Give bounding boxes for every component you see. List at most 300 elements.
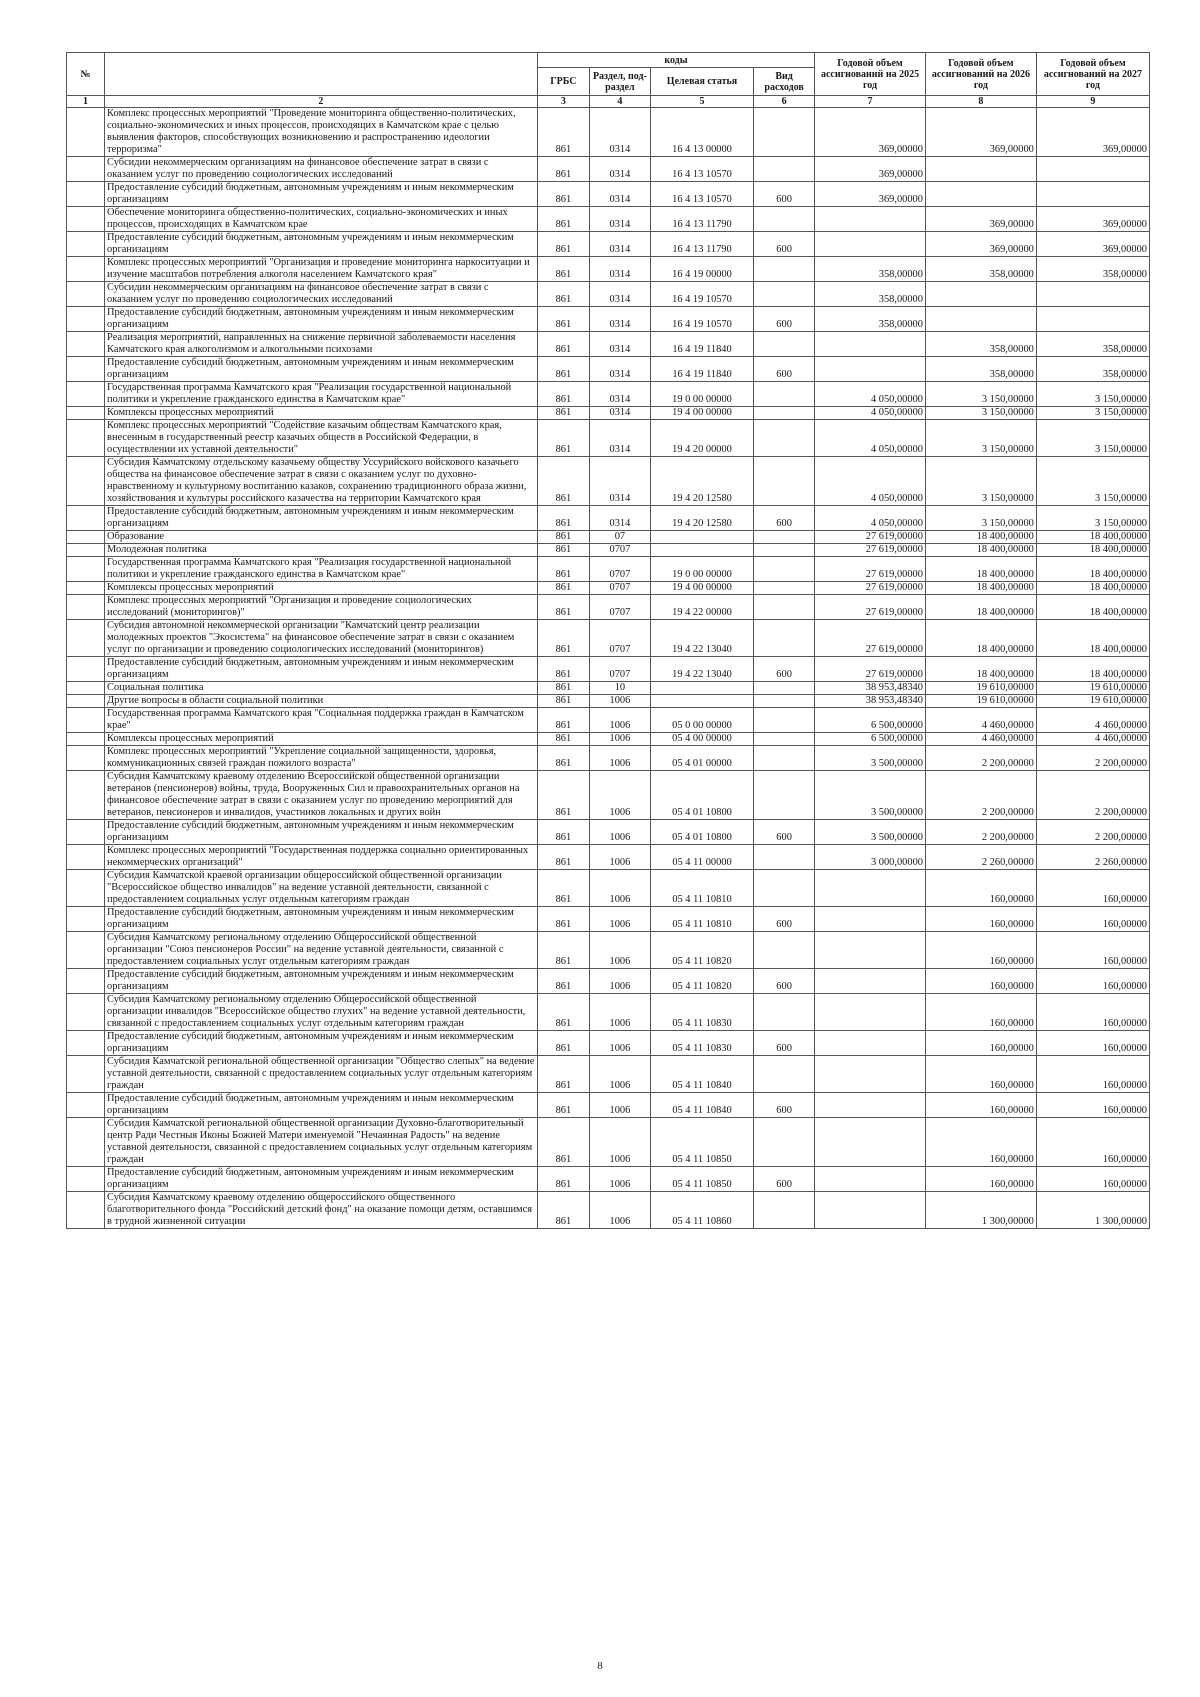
razdel-cell: 0707 (589, 595, 650, 620)
expense-name-cell: Предоставление субсидий бюджетным, автономным учреждениям и иным некоммерческим организациям (105, 506, 538, 531)
target-article-cell: 05 4 11 10820 (650, 969, 753, 994)
amount-2027-cell: 358,00000 (1036, 332, 1149, 357)
grbs-cell: 861 (537, 557, 589, 582)
amount-2026-cell: 18 400,00000 (925, 531, 1036, 544)
expense-name-cell: Субсидия Камчатской региональной общественной организации Духовно-благотворительный центр Ради Честныя Иконы Божией Матери именуемой "Нечаянная Радость" на ведение уставной деятельности, связанной с предоставлением социальных услуг отдельным категориям граждан (105, 1118, 538, 1167)
table-row (67, 1031, 1150, 1056)
table-row (67, 506, 1150, 531)
expense-type-cell: 600 (754, 506, 815, 531)
amount-2026-cell: 4 460,00000 (925, 733, 1036, 746)
amount-2027-cell (1036, 157, 1149, 182)
table-row (67, 232, 1150, 257)
razdel-cell: 10 (589, 682, 650, 695)
grbs-cell: 861 (537, 733, 589, 746)
amount-2025-cell: 3 500,00000 (815, 771, 926, 820)
table-row (67, 994, 1150, 1031)
expense-name-cell: Предоставление субсидий бюджетным, автономным учреждениям и иным некоммерческим организациям (105, 820, 538, 845)
table-row (67, 1056, 1150, 1093)
expense-name-cell: Субсидии некоммерческим организациям на финансовое обеспечение затрат в связи с оказанием услуг по проведению социологических исследований (105, 157, 538, 182)
target-article-cell (650, 544, 753, 557)
expense-name-cell: Обеспечение мониторинга общественно-политических, социально-экономических и иных процессов, происходящих в Камчатском крае (105, 207, 538, 232)
table-row (67, 907, 1150, 932)
target-article-cell: 16 4 13 10570 (650, 182, 753, 207)
expense-name-cell: Предоставление субсидий бюджетным, автономным учреждениям и иным некоммерческим организациям (105, 307, 538, 332)
amount-2027-cell: 18 400,00000 (1036, 595, 1149, 620)
amount-2027-cell: 3 150,00000 (1036, 407, 1149, 420)
amount-2025-cell: 38 953,48340 (815, 695, 926, 708)
amount-2027-cell: 160,00000 (1036, 1118, 1149, 1167)
expense-name-cell: Субсидии некоммерческим организациям на финансовое обеспечение затрат в связи с оказанием услуг по проведению социологических исследований (105, 282, 538, 307)
row-number-cell (67, 771, 105, 820)
amount-2025-cell (815, 870, 926, 907)
amount-2025-cell: 27 619,00000 (815, 582, 926, 595)
header-2027: Годовой объем ассигнований на 2027 год (1036, 53, 1149, 96)
row-number-cell (67, 695, 105, 708)
amount-2027-cell (1036, 182, 1149, 207)
table-row (67, 357, 1150, 382)
grbs-cell: 861 (537, 708, 589, 733)
amount-2026-cell: 160,00000 (925, 1093, 1036, 1118)
target-article-cell: 19 4 22 13040 (650, 657, 753, 682)
expense-type-cell (754, 407, 815, 420)
table-header (67, 53, 1150, 108)
amount-2027-cell: 18 400,00000 (1036, 620, 1149, 657)
table-row (67, 108, 1150, 157)
amount-2026-cell: 160,00000 (925, 907, 1036, 932)
amount-2025-cell (815, 1056, 926, 1093)
table-row (67, 595, 1150, 620)
grbs-cell: 861 (537, 907, 589, 932)
amount-2027-cell: 160,00000 (1036, 994, 1149, 1031)
grbs-cell: 861 (537, 108, 589, 157)
amount-2026-cell: 369,00000 (925, 207, 1036, 232)
razdel-cell: 1006 (589, 1167, 650, 1192)
header-name (105, 53, 538, 96)
expense-type-cell (754, 1056, 815, 1093)
target-article-cell: 05 4 11 10850 (650, 1118, 753, 1167)
table-row (67, 407, 1150, 420)
table-row (67, 695, 1150, 708)
target-article-cell: 16 4 19 10570 (650, 282, 753, 307)
table-body (67, 108, 1150, 1229)
target-article-cell (650, 682, 753, 695)
expense-type-cell (754, 420, 815, 457)
row-number-cell (67, 382, 105, 407)
table-row (67, 1093, 1150, 1118)
row-number-cell (67, 108, 105, 157)
row-number-cell (67, 232, 105, 257)
expense-type-cell (754, 994, 815, 1031)
expense-type-cell: 600 (754, 1093, 815, 1118)
amount-2025-cell: 4 050,00000 (815, 407, 926, 420)
amount-2027-cell (1036, 282, 1149, 307)
razdel-cell: 0314 (589, 307, 650, 332)
amount-2026-cell: 19 610,00000 (925, 695, 1036, 708)
amount-2025-cell (815, 994, 926, 1031)
expense-name-cell: Предоставление субсидий бюджетным, автономным учреждениям и иным некоммерческим организациям (105, 357, 538, 382)
grbs-cell: 861 (537, 582, 589, 595)
razdel-cell: 1006 (589, 771, 650, 820)
expense-type-cell (754, 207, 815, 232)
target-article-cell: 16 4 19 10570 (650, 307, 753, 332)
row-number-cell (67, 182, 105, 207)
target-article-cell: 05 4 11 10810 (650, 907, 753, 932)
expense-type-cell (754, 108, 815, 157)
expense-type-cell (754, 531, 815, 544)
amount-2025-cell: 369,00000 (815, 108, 926, 157)
amount-2025-cell (815, 1192, 926, 1229)
razdel-cell: 1006 (589, 994, 650, 1031)
table-row (67, 157, 1150, 182)
amount-2026-cell: 160,00000 (925, 1031, 1036, 1056)
amount-2026-cell (925, 182, 1036, 207)
column-number: 2 (105, 96, 538, 108)
row-number-cell (67, 595, 105, 620)
expense-name-cell: Другие вопросы в области социальной политики (105, 695, 538, 708)
table-row (67, 182, 1150, 207)
razdel-cell: 1006 (589, 1056, 650, 1093)
razdel-cell: 1006 (589, 1093, 650, 1118)
razdel-cell: 0707 (589, 557, 650, 582)
expense-type-cell (754, 771, 815, 820)
amount-2025-cell (815, 232, 926, 257)
table-row (67, 332, 1150, 357)
row-number-cell (67, 582, 105, 595)
row-number-cell (67, 657, 105, 682)
amount-2025-cell (815, 907, 926, 932)
expense-name-cell: Государственная программа Камчатского края "Реализация государственной национальной политики и укрепление гражданского единства в Камчатском крае" (105, 382, 538, 407)
amount-2027-cell: 358,00000 (1036, 257, 1149, 282)
expense-type-cell: 600 (754, 232, 815, 257)
expense-name-cell: Реализация мероприятий, направленных на снижение первичной заболеваемости населения Камчатского края алкоголизмом и алкогольными психозами (105, 332, 538, 357)
grbs-cell: 861 (537, 307, 589, 332)
amount-2026-cell: 18 400,00000 (925, 657, 1036, 682)
amount-2027-cell: 3 150,00000 (1036, 457, 1149, 506)
grbs-cell: 861 (537, 382, 589, 407)
header-2025: Годовой объем ассигнований на 2025 год (815, 53, 926, 96)
row-number-cell (67, 506, 105, 531)
grbs-cell: 861 (537, 657, 589, 682)
table-row (67, 382, 1150, 407)
razdel-cell: 1006 (589, 1031, 650, 1056)
target-article-cell: 19 0 00 00000 (650, 382, 753, 407)
expense-type-cell (754, 682, 815, 695)
table-row (67, 257, 1150, 282)
row-number-cell (67, 733, 105, 746)
expense-name-cell: Предоставление субсидий бюджетным, автономным учреждениям и иным некоммерческим организациям (105, 1031, 538, 1056)
razdel-cell: 1006 (589, 733, 650, 746)
razdel-cell: 1006 (589, 1192, 650, 1229)
row-number-cell (67, 557, 105, 582)
amount-2027-cell: 160,00000 (1036, 1056, 1149, 1093)
grbs-cell: 861 (537, 932, 589, 969)
header-codes: коды (537, 53, 814, 68)
target-article-cell: 05 0 00 00000 (650, 708, 753, 733)
razdel-cell: 07 (589, 531, 650, 544)
amount-2025-cell: 27 619,00000 (815, 557, 926, 582)
document-page (66, 52, 1150, 1229)
grbs-cell: 861 (537, 457, 589, 506)
amount-2025-cell: 3 500,00000 (815, 746, 926, 771)
target-article-cell: 16 4 13 00000 (650, 108, 753, 157)
razdel-cell: 0707 (589, 657, 650, 682)
amount-2027-cell: 18 400,00000 (1036, 531, 1149, 544)
grbs-cell: 861 (537, 420, 589, 457)
amount-2026-cell: 358,00000 (925, 332, 1036, 357)
expense-name-cell: Предоставление субсидий бюджетным, автономным учреждениям и иным некоммерческим организациям (105, 657, 538, 682)
expense-type-cell (754, 870, 815, 907)
amount-2027-cell: 1 300,00000 (1036, 1192, 1149, 1229)
grbs-cell: 861 (537, 695, 589, 708)
expense-type-cell (754, 332, 815, 357)
row-number-cell (67, 746, 105, 771)
razdel-cell: 0314 (589, 382, 650, 407)
amount-2027-cell: 160,00000 (1036, 870, 1149, 907)
target-article-cell (650, 531, 753, 544)
amount-2026-cell: 2 200,00000 (925, 771, 1036, 820)
amount-2025-cell: 4 050,00000 (815, 420, 926, 457)
amount-2025-cell: 27 619,00000 (815, 657, 926, 682)
amount-2026-cell: 369,00000 (925, 108, 1036, 157)
expense-name-cell: Предоставление субсидий бюджетным, автономным учреждениям и иным некоммерческим организациям (105, 969, 538, 994)
expense-name-cell: Комплексы процессных мероприятий (105, 407, 538, 420)
amount-2027-cell: 160,00000 (1036, 1031, 1149, 1056)
column-number: 9 (1036, 96, 1149, 108)
table-row (67, 207, 1150, 232)
expense-type-cell: 600 (754, 820, 815, 845)
amount-2025-cell: 369,00000 (815, 182, 926, 207)
amount-2026-cell (925, 307, 1036, 332)
razdel-cell: 0314 (589, 357, 650, 382)
amount-2026-cell: 18 400,00000 (925, 595, 1036, 620)
table-row (67, 845, 1150, 870)
grbs-cell: 861 (537, 682, 589, 695)
razdel-cell: 0314 (589, 506, 650, 531)
amount-2026-cell: 160,00000 (925, 870, 1036, 907)
amount-2026-cell: 18 400,00000 (925, 582, 1036, 595)
amount-2026-cell: 160,00000 (925, 1167, 1036, 1192)
amount-2025-cell (815, 1093, 926, 1118)
amount-2026-cell: 358,00000 (925, 357, 1036, 382)
amount-2027-cell: 2 200,00000 (1036, 820, 1149, 845)
target-article-cell: 16 4 19 11840 (650, 332, 753, 357)
amount-2027-cell: 18 400,00000 (1036, 657, 1149, 682)
amount-2025-cell: 38 953,48340 (815, 682, 926, 695)
amount-2026-cell: 4 460,00000 (925, 708, 1036, 733)
amount-2027-cell: 19 610,00000 (1036, 682, 1149, 695)
amount-2025-cell: 358,00000 (815, 257, 926, 282)
expense-type-cell: 600 (754, 307, 815, 332)
amount-2026-cell: 358,00000 (925, 257, 1036, 282)
grbs-cell: 861 (537, 357, 589, 382)
expense-type-cell (754, 1192, 815, 1229)
amount-2026-cell: 18 400,00000 (925, 544, 1036, 557)
amount-2027-cell: 2 200,00000 (1036, 746, 1149, 771)
expense-type-cell: 600 (754, 1167, 815, 1192)
target-article-cell: 19 4 20 00000 (650, 420, 753, 457)
expense-type-cell (754, 845, 815, 870)
amount-2027-cell: 369,00000 (1036, 207, 1149, 232)
target-article-cell: 05 4 11 10850 (650, 1167, 753, 1192)
header-column-numbers (67, 96, 1150, 108)
row-number-cell (67, 1192, 105, 1229)
razdel-cell: 1006 (589, 820, 650, 845)
amount-2026-cell: 160,00000 (925, 1056, 1036, 1093)
column-number: 3 (537, 96, 589, 108)
amount-2026-cell (925, 282, 1036, 307)
table-row (67, 620, 1150, 657)
header-razdel: Раздел, под-раздел (589, 68, 650, 96)
grbs-cell: 861 (537, 1167, 589, 1192)
expense-type-cell: 600 (754, 907, 815, 932)
table-row (67, 657, 1150, 682)
table-row (67, 544, 1150, 557)
expense-type-cell (754, 708, 815, 733)
razdel-cell: 1006 (589, 1118, 650, 1167)
razdel-cell: 0314 (589, 157, 650, 182)
razdel-cell: 0314 (589, 257, 650, 282)
amount-2027-cell (1036, 307, 1149, 332)
amount-2026-cell: 3 150,00000 (925, 457, 1036, 506)
amount-2025-cell (815, 969, 926, 994)
amount-2025-cell (815, 1031, 926, 1056)
grbs-cell: 861 (537, 282, 589, 307)
expense-type-cell (754, 695, 815, 708)
amount-2025-cell: 27 619,00000 (815, 531, 926, 544)
row-number-cell (67, 1167, 105, 1192)
expense-name-cell: Субсидия Камчатскому региональному отделению Общероссийской общественной организации инвалидов "Всероссийское общество глухих" на ведение уставной деятельности, связанной с предоставлением социальных услуг отдельным категориям граждан (105, 994, 538, 1031)
table-row (67, 969, 1150, 994)
expense-type-cell (754, 620, 815, 657)
row-number-cell (67, 307, 105, 332)
grbs-cell: 861 (537, 531, 589, 544)
target-article-cell: 16 4 19 00000 (650, 257, 753, 282)
grbs-cell: 861 (537, 332, 589, 357)
target-article-cell: 19 4 22 13040 (650, 620, 753, 657)
razdel-cell: 0314 (589, 282, 650, 307)
razdel-cell: 0707 (589, 582, 650, 595)
target-article-cell: 19 4 00 00000 (650, 582, 753, 595)
table-row (67, 746, 1150, 771)
target-article-cell: 16 4 19 11840 (650, 357, 753, 382)
amount-2027-cell: 4 460,00000 (1036, 733, 1149, 746)
expense-type-cell (754, 157, 815, 182)
target-article-cell: 05 4 11 10810 (650, 870, 753, 907)
grbs-cell: 861 (537, 969, 589, 994)
column-number: 7 (815, 96, 926, 108)
amount-2026-cell: 2 260,00000 (925, 845, 1036, 870)
row-number-cell (67, 282, 105, 307)
grbs-cell: 861 (537, 746, 589, 771)
razdel-cell: 0707 (589, 620, 650, 657)
amount-2025-cell (815, 932, 926, 969)
row-number-cell (67, 157, 105, 182)
grbs-cell: 861 (537, 620, 589, 657)
row-number-cell (67, 994, 105, 1031)
amount-2026-cell: 2 200,00000 (925, 746, 1036, 771)
header-2026: Годовой объем ассигнований на 2026 год (925, 53, 1036, 96)
table-row (67, 282, 1150, 307)
target-article-cell: 19 4 00 00000 (650, 407, 753, 420)
table-row (67, 531, 1150, 544)
expense-name-cell: Субсидия Камчатскому краевому отделению Всероссийской общественной организации ветеранов (пенсионеров) войны, труда, Вооруженных Сил и правоохранительных органов на финансовое обеспечение затрат в связи с оказанием услуг по проведению мероприятий для ветеранов, пенсионеров и инвалидов, участников локальных и других войн (105, 771, 538, 820)
expense-name-cell: Комплексы процессных мероприятий (105, 582, 538, 595)
razdel-cell: 1006 (589, 969, 650, 994)
grbs-cell: 861 (537, 207, 589, 232)
amount-2025-cell: 4 050,00000 (815, 457, 926, 506)
grbs-cell: 861 (537, 1192, 589, 1229)
amount-2025-cell: 27 619,00000 (815, 595, 926, 620)
table-row (67, 733, 1150, 746)
row-number-cell (67, 332, 105, 357)
page-number: 8 (597, 1660, 603, 1672)
expense-name-cell: Предоставление субсидий бюджетным, автономным учреждениям и иным некоммерческим организациям (105, 1093, 538, 1118)
grbs-cell: 861 (537, 771, 589, 820)
amount-2026-cell: 160,00000 (925, 994, 1036, 1031)
razdel-cell: 0314 (589, 457, 650, 506)
grbs-cell: 861 (537, 232, 589, 257)
amount-2025-cell: 27 619,00000 (815, 544, 926, 557)
grbs-cell: 861 (537, 845, 589, 870)
expense-type-cell: 600 (754, 357, 815, 382)
header-vid: Вид расходов (754, 68, 815, 96)
row-number-cell (67, 845, 105, 870)
expense-type-cell (754, 582, 815, 595)
amount-2025-cell: 4 050,00000 (815, 382, 926, 407)
expense-name-cell: Субсидия Камчатскому краевому отделению общероссийского общественного благотворительного фонда "Российский детский фонд" на оказание помощи детям, оставшимся в трудной жизненной ситуации (105, 1192, 538, 1229)
table-row (67, 457, 1150, 506)
expense-name-cell: Государственная программа Камчатского края "Социальная поддержка граждан в Камчатском крае" (105, 708, 538, 733)
row-number-cell (67, 708, 105, 733)
table-row (67, 682, 1150, 695)
expense-type-cell (754, 557, 815, 582)
amount-2026-cell: 369,00000 (925, 232, 1036, 257)
row-number-cell (67, 969, 105, 994)
amount-2027-cell: 160,00000 (1036, 907, 1149, 932)
amount-2025-cell (815, 357, 926, 382)
amount-2027-cell: 18 400,00000 (1036, 557, 1149, 582)
table-row (67, 708, 1150, 733)
row-number-cell (67, 870, 105, 907)
target-article-cell: 16 4 13 10570 (650, 157, 753, 182)
header-target: Целевая статья (650, 68, 753, 96)
expense-type-cell (754, 1118, 815, 1167)
amount-2026-cell: 19 610,00000 (925, 682, 1036, 695)
column-number: 8 (925, 96, 1036, 108)
amount-2026-cell: 18 400,00000 (925, 557, 1036, 582)
target-article-cell: 05 4 11 10860 (650, 1192, 753, 1229)
table-row (67, 582, 1150, 595)
expense-type-cell (754, 282, 815, 307)
target-article-cell: 05 4 00 00000 (650, 733, 753, 746)
expense-name-cell: Предоставление субсидий бюджетным, автономным учреждениям и иным некоммерческим организациям (105, 232, 538, 257)
row-number-cell (67, 257, 105, 282)
razdel-cell: 0314 (589, 108, 650, 157)
expense-name-cell: Молодежная политика (105, 544, 538, 557)
target-article-cell: 05 4 11 10840 (650, 1093, 753, 1118)
grbs-cell: 861 (537, 506, 589, 531)
grbs-cell: 861 (537, 994, 589, 1031)
expense-type-cell (754, 733, 815, 746)
expense-name-cell: Комплекс процессных мероприятий "Проведение мониторинга общественно-политических, социально-экономических и иных процессов, происходящих в Камчатском крае с целью выявления факторов, способствующих возникновению и распространению идеологии терроризма" (105, 108, 538, 157)
expense-type-cell: 600 (754, 182, 815, 207)
amount-2025-cell (815, 332, 926, 357)
expense-type-cell (754, 595, 815, 620)
expense-name-cell: Комплекс процессных мероприятий "Укрепление социальной защищенности, здоровья, коммуникационных связей граждан пожилого возраста" (105, 746, 538, 771)
row-number-cell (67, 457, 105, 506)
target-article-cell: 05 4 11 10840 (650, 1056, 753, 1093)
razdel-cell: 1006 (589, 708, 650, 733)
